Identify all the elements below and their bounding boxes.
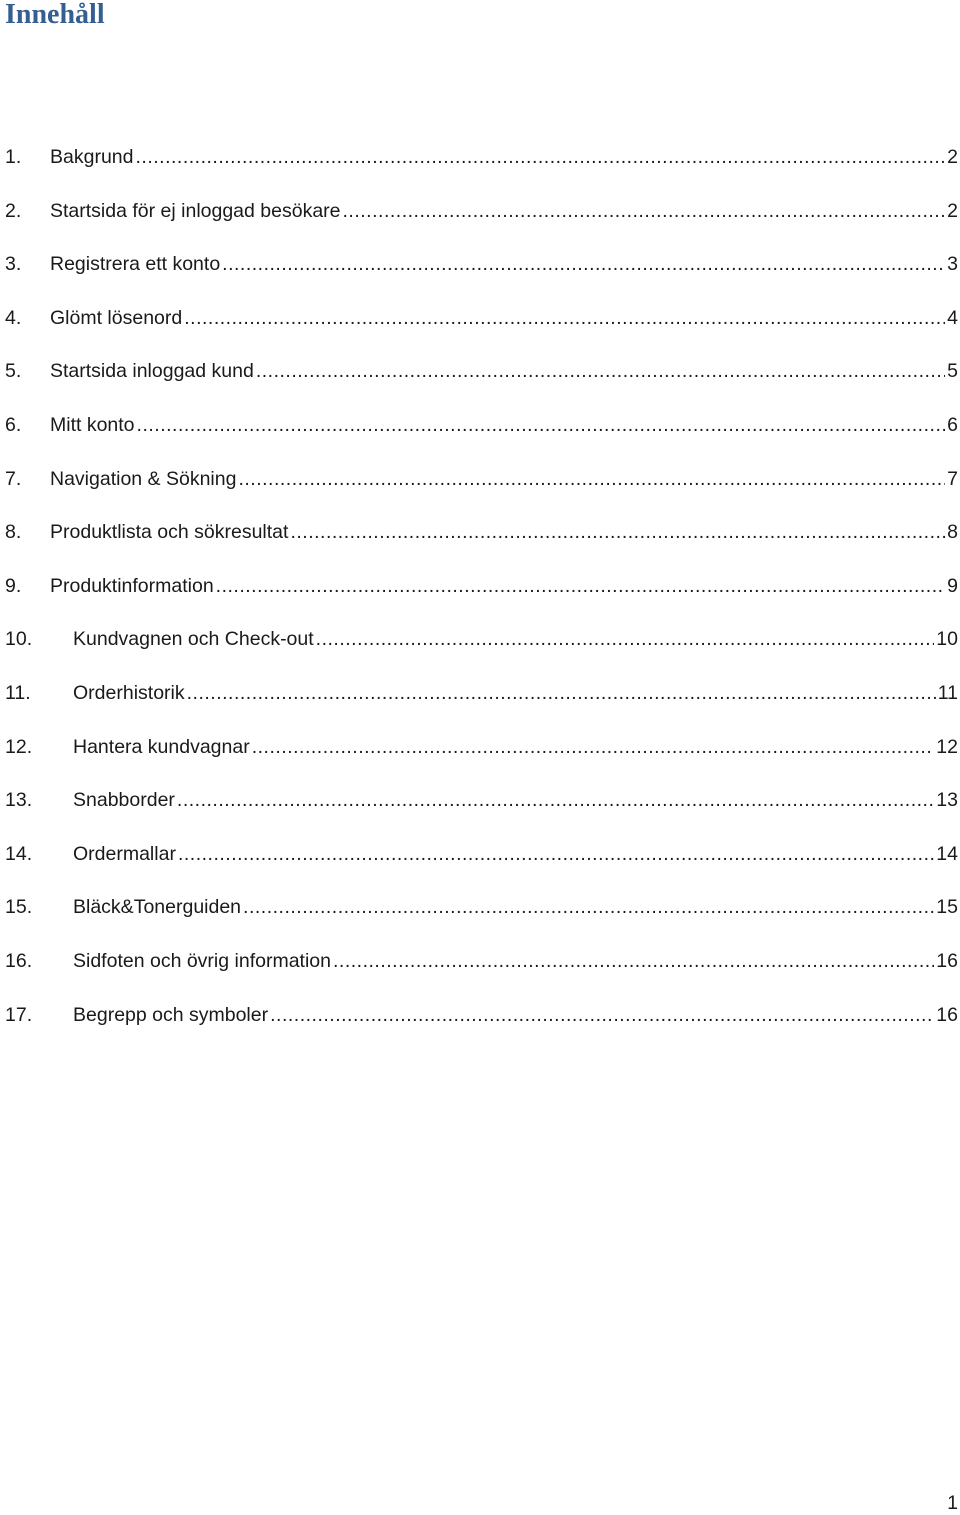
toc-entry-label: Startsida inloggad kund — [50, 360, 254, 383]
table-of-contents — [5, 143, 958, 1054]
toc-entry-label: Bakgrund — [50, 146, 134, 168]
dot-leader — [252, 733, 935, 761]
dot-leader — [216, 572, 945, 600]
dot-leader — [290, 518, 945, 546]
toc-entry[interactable] — [5, 304, 958, 358]
toc-entry[interactable] — [5, 411, 958, 465]
dot-leader — [270, 1001, 934, 1029]
toc-entry-number: 10. — [5, 628, 33, 651]
toc-entry-label: Begrepp och symboler — [73, 1003, 269, 1026]
toc-entry[interactable] — [5, 733, 958, 787]
toc-entry[interactable] — [5, 465, 958, 519]
toc-entry-number: 9. — [5, 574, 22, 597]
toc-entry[interactable] — [5, 197, 958, 251]
dot-leader — [135, 143, 945, 171]
dot-leader — [222, 250, 945, 278]
toc-entry-label: Startsida för ej inloggad besökare — [50, 199, 341, 222]
toc-entry-page: 11 — [937, 681, 958, 704]
toc-entry-number: 12. — [5, 735, 33, 758]
toc-entry-number: 4. — [5, 306, 22, 329]
dot-leader — [343, 197, 946, 225]
toc-entry-page: 13 — [936, 789, 958, 812]
toc-entry-page: 16 — [936, 949, 958, 972]
toc-entry[interactable] — [5, 947, 958, 1001]
toc-entry[interactable] — [5, 250, 958, 304]
page-number: 1 — [947, 1492, 958, 1514]
toc-entry-page: 14 — [936, 842, 958, 865]
toc-entry-page: 15 — [936, 896, 958, 919]
toc-entry-page: 10 — [936, 628, 958, 651]
toc-entry-label: Bläck&Tonerguiden — [73, 896, 242, 919]
toc-entry-page: 2 — [947, 199, 958, 222]
dot-leader — [178, 840, 934, 868]
dot-leader — [177, 786, 934, 814]
toc-entry-page: 7 — [947, 467, 958, 490]
toc-entry-label: Hantera kundvagnar — [73, 735, 250, 758]
toc-entry[interactable] — [5, 1001, 958, 1055]
toc-entry-page: 9 — [947, 574, 958, 597]
toc-entry-label: Mitt konto — [50, 413, 135, 436]
toc-heading: Innehåll — [5, 0, 105, 30]
toc-entry-label: Ordermallar — [73, 842, 176, 865]
toc-entry-number: 1. — [5, 146, 22, 168]
toc-entry-label: Registrera ett konto — [50, 253, 221, 276]
toc-entry-label: Kundvagnen och Check-out — [73, 628, 314, 651]
toc-entry-number: 3. — [5, 253, 22, 276]
toc-entry-number: 7. — [5, 467, 22, 490]
toc-entry-number: 6. — [5, 413, 22, 436]
dot-leader — [184, 304, 945, 332]
toc-entry[interactable] — [5, 840, 958, 894]
toc-entry-page: 2 — [947, 146, 958, 168]
toc-entry[interactable] — [5, 518, 958, 572]
toc-entry-page: 4 — [947, 306, 958, 329]
toc-entry[interactable] — [5, 143, 958, 197]
dot-leader — [316, 625, 935, 653]
toc-entry-number: 13. — [5, 789, 33, 812]
toc-entry-number: 2. — [5, 199, 22, 222]
toc-entry-label: Navigation & Sökning — [50, 467, 237, 490]
toc-entry-label: Snabborder — [73, 789, 175, 812]
toc-entry-page: 6 — [947, 413, 958, 436]
toc-entry-label: Glömt lösenord — [50, 306, 183, 329]
toc-entry[interactable] — [5, 893, 958, 947]
toc-entry-page: 12 — [936, 735, 958, 758]
toc-entry-label: Produktlista och sökresultat — [50, 521, 289, 544]
toc-entry[interactable] — [5, 679, 958, 733]
toc-entry[interactable] — [5, 357, 958, 411]
toc-entry-number: 5. — [5, 360, 22, 383]
toc-entry-label: Sidfoten och övrig information — [73, 949, 331, 972]
toc-entry[interactable] — [5, 786, 958, 840]
dot-leader — [243, 893, 934, 921]
dot-leader — [137, 411, 946, 439]
toc-entry-label: Orderhistorik — [73, 681, 185, 704]
toc-entry[interactable] — [5, 572, 958, 626]
dot-leader — [238, 465, 945, 493]
dot-leader — [187, 679, 936, 707]
toc-entry-number: 11. — [5, 681, 31, 704]
toc-entry-page: 5 — [947, 360, 958, 383]
toc-entry-number: 17. — [5, 1003, 33, 1026]
toc-entry-number: 8. — [5, 521, 22, 544]
toc-entry-page: 16 — [936, 1003, 958, 1026]
toc-entry-number: 15. — [5, 896, 33, 919]
toc-entry-label: Produktinformation — [50, 574, 214, 597]
toc-entry[interactable] — [5, 625, 958, 679]
toc-entry-number: 14. — [5, 842, 33, 865]
dot-leader — [333, 947, 934, 975]
toc-entry-page: 3 — [947, 253, 958, 276]
dot-leader — [256, 357, 945, 385]
toc-entry-number: 16. — [5, 949, 33, 972]
toc-entry-page: 8 — [947, 521, 958, 544]
